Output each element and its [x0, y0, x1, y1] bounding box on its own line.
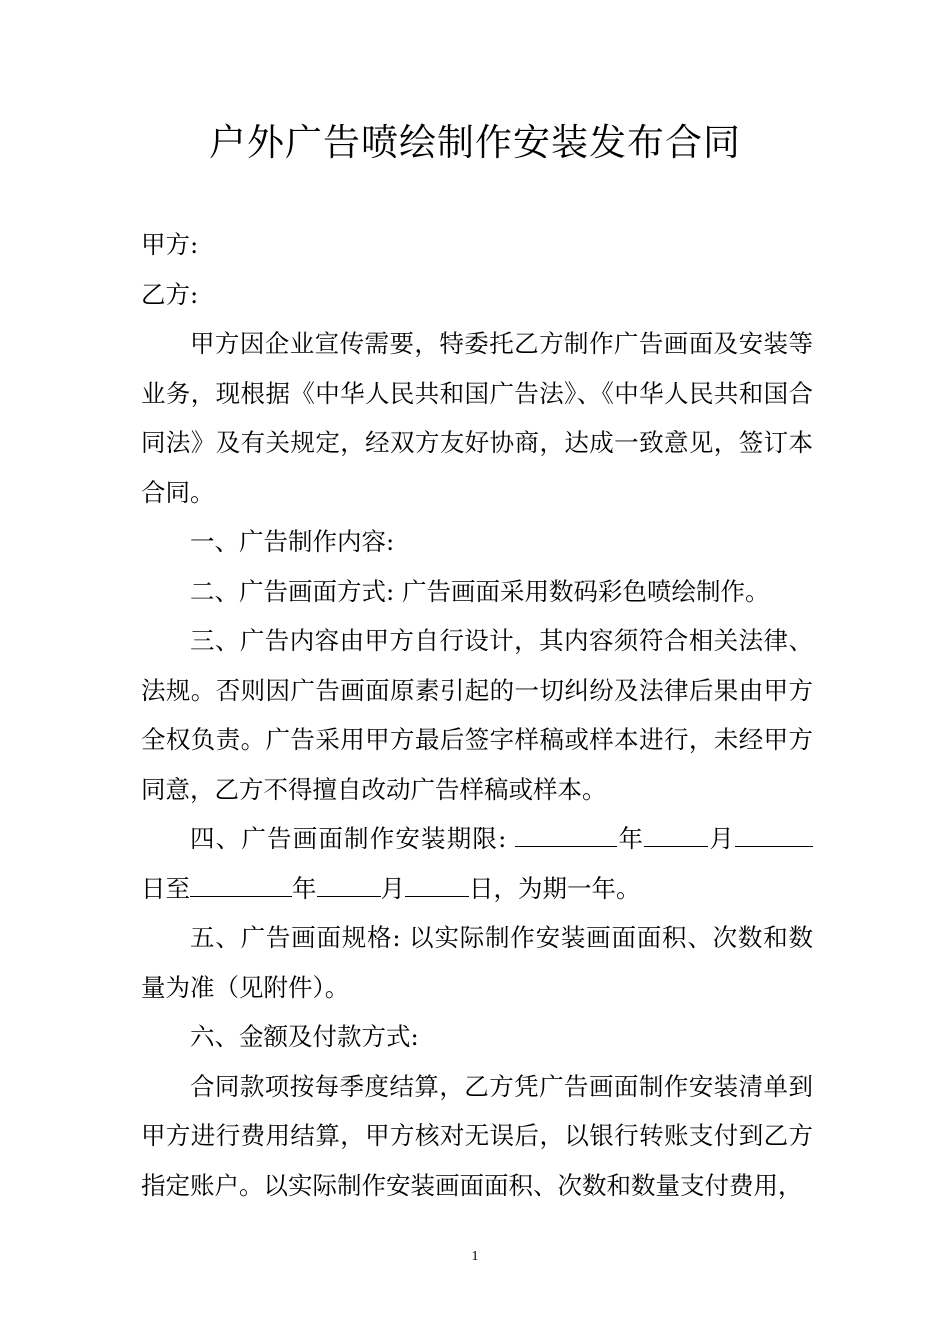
start-month-label: 月 [708, 824, 736, 853]
clause-6: 六、金额及付款方式: [190, 1022, 419, 1051]
start-month-blank [644, 816, 708, 847]
end-month-label: 月 [380, 873, 405, 903]
end-month-blank [317, 866, 381, 897]
end-year-label: 年 [292, 873, 317, 903]
party-b-label: 乙方: [141, 279, 199, 309]
start-year-label: 年 [617, 824, 645, 853]
page-number: 1 [471, 1249, 479, 1264]
document-body [141, 220, 813, 1210]
end-year-blank [190, 866, 292, 897]
clause-4 [141, 814, 813, 913]
start-year-blank [515, 816, 617, 847]
clause-1: 一、广告制作内容: [190, 527, 395, 556]
intro-paragraph: 甲方因企业宣传需要，特委托乙方制作广告画面及安装等业务，现根据《中华人民共和国广告法》、《中华人民共和国合同法》及有关规定，经双方友好协商，达成一致意见，签订本合同。 [141, 329, 813, 507]
clause-2: 二、广告画面方式: 广告画面采用数码彩色喷绘制作。 [190, 576, 770, 606]
start-day-label: 日 [141, 873, 166, 903]
to-label: 至 [165, 873, 190, 903]
clause-3: 三、广告内容由甲方自行设计，其内容须符合相关法律、法规。否则因广告画面原素引起的一切纠纷及法律后果由甲方全权负责。广告采用甲方最后签字样稿或样本进行，未经甲方同意，乙方不得擅自改动广告样稿或样本。 [141, 626, 813, 804]
party-a-label: 甲方: [141, 230, 199, 259]
end-day-blank [405, 866, 469, 897]
payment-paragraph: 合同款项按每季度结算，乙方凭广告画面制作安装清单到甲方进行费用结算，甲方核对无误后，以银行转账支付到乙方指定账户。以实际制作安装画面面积、次数和数量支付费用， [141, 1071, 813, 1200]
clause-4-suffix: 日，为期一年。 [469, 873, 641, 903]
clause-5: 五、广告画面规格: 以实际制作安装画面面积、次数和数量为准（见附件）。 [141, 923, 813, 1002]
start-day-blank [735, 816, 813, 847]
clause-4-prefix: 四、广告画面制作安装期限: [190, 824, 507, 853]
document-title: 户外广告喷绘制作安装发布合同 [209, 121, 741, 164]
